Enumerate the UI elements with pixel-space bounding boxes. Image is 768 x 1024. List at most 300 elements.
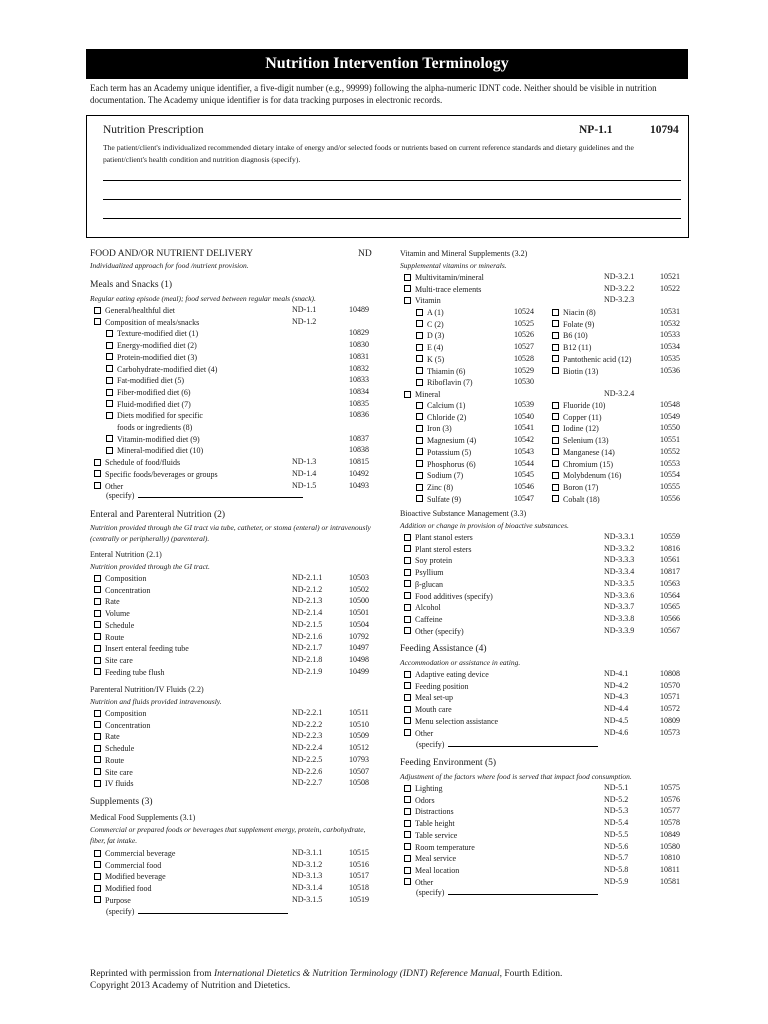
- list-item[interactable]: [416, 412, 466, 423]
- checkbox[interactable]: [416, 495, 423, 502]
- checkbox[interactable]: [416, 320, 423, 327]
- checkbox[interactable]: [404, 274, 411, 281]
- checkbox[interactable]: [416, 425, 423, 432]
- list-item[interactable]: [552, 494, 600, 505]
- list-item[interactable]: [94, 767, 133, 778]
- checkbox[interactable]: [94, 668, 101, 675]
- list-item[interactable]: [94, 585, 150, 596]
- item-id: 10522: [660, 283, 680, 293]
- checkbox[interactable]: [404, 285, 411, 292]
- list-item[interactable]: [94, 708, 146, 719]
- checkbox[interactable]: [404, 843, 411, 850]
- item-id: 10509: [349, 731, 369, 741]
- list-item[interactable]: [404, 284, 481, 295]
- checkbox[interactable]: [94, 885, 101, 892]
- checkbox[interactable]: [404, 616, 411, 623]
- checkbox[interactable]: [106, 377, 113, 384]
- checkbox[interactable]: [552, 355, 559, 362]
- checkbox[interactable]: [404, 831, 411, 838]
- checkbox[interactable]: [94, 756, 101, 763]
- list-item[interactable]: [404, 555, 452, 566]
- list-item[interactable]: [552, 482, 598, 493]
- checkbox[interactable]: [94, 470, 101, 477]
- checkbox[interactable]: [94, 307, 101, 314]
- list-item[interactable]: [404, 877, 433, 888]
- list-item[interactable]: [416, 435, 476, 446]
- checkbox[interactable]: [94, 733, 101, 740]
- checkbox[interactable]: [106, 330, 113, 337]
- list-item[interactable]: [94, 655, 133, 666]
- list-item[interactable]: [106, 410, 203, 421]
- subsection-description: Regular eating episode (meal); food served between regular meals (snack).: [90, 294, 316, 303]
- item-label: foods or ingredients (8): [117, 423, 193, 432]
- section-title: FOOD AND/OR NUTRIENT DELIVERY: [90, 249, 254, 259]
- list-item[interactable]: [94, 643, 189, 654]
- list-item[interactable]: [94, 317, 199, 328]
- list-item[interactable]: [404, 783, 443, 794]
- checkbox[interactable]: [404, 878, 411, 885]
- checkbox[interactable]: [416, 367, 423, 374]
- list-item[interactable]: [416, 447, 471, 458]
- checkbox[interactable]: [404, 796, 411, 803]
- item-code: ND-3.3.4: [604, 567, 635, 577]
- list-item[interactable]: [94, 731, 120, 742]
- specify-line[interactable]: [416, 739, 598, 750]
- footer-text: , Fourth Edition.: [499, 969, 563, 979]
- item-code: ND-4.3: [604, 692, 629, 702]
- specify-line[interactable]: [106, 490, 303, 501]
- list-item[interactable]: [404, 853, 456, 864]
- list-item[interactable]: [94, 457, 180, 468]
- list-item[interactable]: [552, 447, 615, 458]
- list-item[interactable]: [404, 716, 498, 727]
- list-item[interactable]: [552, 423, 599, 434]
- checkbox[interactable]: [404, 592, 411, 599]
- subsection-description: Adjustment of the factors where food is served that impact food consumption.: [400, 772, 632, 781]
- item-label: D (3): [427, 331, 445, 341]
- item-label: Lighting: [415, 784, 443, 793]
- checkbox[interactable]: [94, 780, 101, 787]
- list-item[interactable]: [552, 412, 602, 423]
- item-label: Schedule: [105, 744, 135, 754]
- checkbox[interactable]: [552, 460, 559, 467]
- item-id: 10521: [660, 272, 680, 281]
- item-id: 10524: [514, 307, 534, 316]
- item-code: ND-3.1.4: [292, 883, 323, 893]
- list-item[interactable]: [416, 366, 465, 377]
- item-label: Adaptive eating device: [415, 670, 489, 679]
- checkbox[interactable]: [106, 353, 113, 360]
- checkbox[interactable]: [94, 861, 101, 868]
- item-id: 10566: [660, 613, 680, 623]
- item-label: Psyllium: [415, 568, 444, 578]
- list-item[interactable]: [404, 295, 441, 306]
- subsection-title: Feeding Assistance (4): [400, 644, 487, 654]
- item-id: 10581: [660, 876, 680, 886]
- item-label: Energy-modified diet (2): [117, 341, 197, 351]
- list-item[interactable]: [106, 445, 203, 456]
- item-label: Route: [105, 755, 125, 765]
- list-item[interactable]: [94, 667, 165, 678]
- checkbox[interactable]: [404, 682, 411, 689]
- checkbox[interactable]: [552, 320, 559, 327]
- list-item[interactable]: [94, 860, 161, 871]
- item-label: Mineral: [415, 390, 441, 399]
- item-label: Magnesium (4): [427, 436, 477, 446]
- checkbox[interactable]: [404, 785, 411, 792]
- list-item[interactable]: [404, 681, 469, 692]
- list-item[interactable]: [94, 596, 120, 607]
- list-item[interactable]: [552, 319, 594, 330]
- item-id: 10552: [660, 446, 680, 456]
- item-code: ND-3.1.1: [292, 848, 323, 857]
- list-item[interactable]: [404, 865, 459, 876]
- subsection-description: Commercial or prepared foods or beverages that supplement energy, protein, carbohydrate, fiber, fat intake.: [90, 825, 366, 845]
- list-item[interactable]: [106, 375, 184, 386]
- list-item[interactable]: [404, 692, 453, 703]
- list-item[interactable]: [552, 307, 596, 318]
- item-id: 10504: [349, 619, 369, 629]
- item-id: 10507: [349, 766, 369, 776]
- item-code: ND-2.1.9: [292, 666, 323, 676]
- item-id: 10511: [349, 708, 369, 717]
- checkbox[interactable]: [416, 484, 423, 491]
- item-label: Odors: [415, 795, 435, 805]
- checkbox[interactable]: [416, 344, 423, 351]
- item-id: 10556: [660, 493, 680, 503]
- item-label: Riboflavin (7): [427, 378, 473, 388]
- list-item[interactable]: [106, 399, 191, 410]
- list-item[interactable]: [416, 400, 465, 411]
- item-id: 10570: [660, 680, 680, 690]
- checkbox[interactable]: [404, 855, 411, 862]
- item-label: Iodine (12): [563, 424, 599, 434]
- item-code: ND-2.2.5: [292, 754, 323, 764]
- item-code: ND-1.1: [292, 305, 317, 314]
- item-id: 10580: [660, 841, 680, 851]
- item-id: 10559: [660, 532, 680, 541]
- list-item[interactable]: [106, 340, 197, 351]
- item-id: 10576: [660, 794, 680, 804]
- item-id: 10831: [349, 351, 369, 361]
- item-label: Folate (9): [563, 319, 595, 329]
- checkbox[interactable]: [94, 645, 101, 652]
- item-id: 10512: [349, 743, 369, 753]
- list-item[interactable]: [94, 608, 130, 619]
- checkbox[interactable]: [404, 569, 411, 576]
- checkbox[interactable]: [404, 729, 411, 736]
- checkbox[interactable]: [552, 472, 559, 479]
- item-id: 10508: [349, 778, 369, 788]
- checkbox[interactable]: [94, 873, 101, 880]
- checkbox[interactable]: [404, 545, 411, 552]
- list-item[interactable]: [404, 818, 455, 829]
- prescription-title: Nutrition Prescription: [103, 124, 204, 136]
- list-item[interactable]: [404, 669, 489, 680]
- checkbox[interactable]: [106, 447, 113, 454]
- checkbox[interactable]: [552, 484, 559, 491]
- list-item[interactable]: [404, 389, 440, 400]
- item-label: Potassium (5): [427, 447, 472, 457]
- item-code: ND-5.5: [604, 829, 629, 839]
- list-item[interactable]: [106, 387, 191, 398]
- checkbox[interactable]: [404, 604, 411, 611]
- checkbox[interactable]: [94, 633, 101, 640]
- item-label: Selenium (13): [563, 436, 609, 446]
- item-id: 10493: [349, 480, 369, 490]
- item-id: 10554: [660, 470, 680, 480]
- item-code: ND-5.1: [604, 783, 629, 792]
- item-label: Other (specify): [415, 626, 464, 636]
- checkbox[interactable]: [404, 557, 411, 564]
- list-item[interactable]: [404, 830, 457, 841]
- item-label: IV fluids: [105, 779, 134, 789]
- item-code: ND-3.1.2: [292, 859, 323, 869]
- checkbox[interactable]: [404, 706, 411, 713]
- item-label: Carbohydrate-modified diet (4): [117, 364, 218, 374]
- list-item[interactable]: [416, 470, 463, 481]
- list-item[interactable]: [552, 354, 631, 365]
- list-item[interactable]: [94, 883, 151, 894]
- item-id: 10817: [660, 567, 680, 577]
- list-item[interactable]: [552, 459, 613, 470]
- list-item[interactable]: [94, 895, 131, 906]
- item-code: ND-3.3.6: [604, 590, 635, 600]
- list-item[interactable]: [416, 459, 476, 470]
- list-item[interactable]: [94, 469, 218, 480]
- checkbox[interactable]: [416, 413, 423, 420]
- checkbox[interactable]: [94, 721, 101, 728]
- checkbox[interactable]: [416, 460, 423, 467]
- list-item[interactable]: [404, 842, 475, 853]
- list-item[interactable]: [416, 330, 444, 341]
- list-item[interactable]: [106, 364, 217, 375]
- item-id: 10500: [349, 596, 369, 606]
- item-id: 10549: [660, 411, 680, 421]
- item-id: 10529: [514, 365, 534, 375]
- item-label: Cobalt (18): [563, 494, 600, 504]
- item-code: ND-4.5: [604, 715, 629, 725]
- checkbox[interactable]: [106, 389, 113, 396]
- list-item[interactable]: [94, 573, 146, 584]
- list-item[interactable]: [416, 342, 443, 353]
- list-item[interactable]: [94, 871, 166, 882]
- list-item[interactable]: [404, 544, 471, 555]
- item-id: 10551: [660, 435, 680, 445]
- checkbox[interactable]: [552, 367, 559, 374]
- list-item[interactable]: [404, 614, 442, 625]
- item-code: ND-3.3.8: [604, 613, 635, 623]
- checkbox[interactable]: [106, 412, 113, 419]
- list-item[interactable]: [416, 319, 444, 330]
- item-id: 10545: [514, 470, 534, 480]
- list-item[interactable]: [416, 354, 444, 365]
- item-label: Vitamin-modified diet (9): [117, 434, 200, 444]
- list-item[interactable]: [94, 620, 134, 631]
- item-label: Rate: [105, 732, 120, 742]
- item-id: 10489: [349, 305, 369, 314]
- list-item[interactable]: [404, 602, 441, 613]
- item-id: 10510: [349, 719, 369, 729]
- checkbox[interactable]: [404, 297, 411, 304]
- checkbox[interactable]: [106, 400, 113, 407]
- item-label: Feeding position: [415, 681, 469, 691]
- checkbox[interactable]: [94, 610, 101, 617]
- checkbox[interactable]: [404, 820, 411, 827]
- list-item[interactable]: [94, 848, 175, 859]
- checkbox[interactable]: [94, 482, 101, 489]
- list-item[interactable]: [94, 743, 134, 754]
- list-item[interactable]: [404, 806, 454, 817]
- checkbox[interactable]: [404, 808, 411, 815]
- list-item[interactable]: [416, 482, 453, 493]
- footer-line-2: Copyright 2013 Academy of Nutrition and Dietetics.: [90, 981, 291, 991]
- list-item[interactable]: [552, 435, 609, 446]
- item-id: 10515: [349, 848, 369, 857]
- item-id: 10553: [660, 458, 680, 468]
- list-item[interactable]: [404, 272, 484, 283]
- checkbox[interactable]: [94, 850, 101, 857]
- checkbox[interactable]: [94, 318, 101, 325]
- item-label: Plant stanol esters: [415, 533, 473, 542]
- list-item[interactable]: [106, 434, 200, 445]
- item-label: Texture-modified diet (1): [117, 329, 199, 339]
- checkbox[interactable]: [416, 437, 423, 444]
- checkbox[interactable]: [106, 342, 113, 349]
- item-id: 10536: [660, 365, 680, 375]
- item-id: 10534: [660, 342, 680, 352]
- list-item[interactable]: [94, 632, 124, 643]
- list-item[interactable]: [404, 795, 435, 806]
- checkbox[interactable]: [94, 459, 101, 466]
- item-label: Route: [105, 632, 125, 642]
- list-item[interactable]: [404, 728, 433, 739]
- checkbox[interactable]: [552, 309, 559, 316]
- checkbox[interactable]: [552, 448, 559, 455]
- item-code: ND-3.3.3: [604, 555, 635, 565]
- checkbox[interactable]: [404, 627, 411, 634]
- item-id: 10516: [349, 859, 369, 869]
- checkbox[interactable]: [94, 586, 101, 593]
- checkbox[interactable]: [94, 621, 101, 628]
- checkbox[interactable]: [552, 402, 559, 409]
- list-item[interactable]: [106, 328, 198, 339]
- checkbox[interactable]: [94, 745, 101, 752]
- item-id: 10575: [660, 783, 680, 792]
- checkbox[interactable]: [416, 472, 423, 479]
- list-item[interactable]: [404, 591, 493, 602]
- checkbox[interactable]: [404, 580, 411, 587]
- item-label: Fluid-modified diet (7): [117, 399, 191, 409]
- checkbox[interactable]: [404, 391, 411, 398]
- checkbox[interactable]: [416, 379, 423, 386]
- item-label: Schedule: [105, 620, 135, 630]
- item-code: ND-2.2.3: [292, 731, 323, 741]
- list-item[interactable]: [404, 626, 464, 637]
- checkbox[interactable]: [94, 710, 101, 717]
- item-id: 10532: [660, 318, 680, 328]
- item-id: 10492: [349, 468, 369, 478]
- item-code: ND-2.1.4: [292, 608, 323, 618]
- list-item[interactable]: [552, 342, 591, 353]
- list-item[interactable]: [552, 470, 621, 481]
- checkbox[interactable]: [416, 448, 423, 455]
- list-item[interactable]: [416, 423, 452, 434]
- checkbox[interactable]: [404, 534, 411, 541]
- checkbox[interactable]: [94, 657, 101, 664]
- checkbox[interactable]: [404, 694, 411, 701]
- specify-line[interactable]: [416, 887, 598, 898]
- item-code: ND-2.2.4: [292, 743, 323, 753]
- specify-line[interactable]: [106, 906, 288, 917]
- list-item[interactable]: [404, 579, 443, 590]
- item-id: 10546: [514, 481, 534, 491]
- item-id: 10530: [514, 377, 534, 387]
- item-label: C (2): [427, 319, 444, 329]
- list-item[interactable]: [404, 704, 452, 715]
- list-item[interactable]: [404, 532, 473, 543]
- item-label: Boron (17): [563, 482, 599, 492]
- item-label: Meal location: [415, 865, 460, 875]
- checkbox[interactable]: [552, 437, 559, 444]
- checkbox[interactable]: [552, 344, 559, 351]
- list-item[interactable]: [94, 720, 150, 731]
- checkbox[interactable]: [94, 768, 101, 775]
- checkbox[interactable]: [416, 309, 423, 316]
- footer-reference-title: International Dietetics & Nutrition Terminology (IDNT) Reference Manual: [214, 969, 500, 979]
- item-label: Site care: [105, 767, 133, 777]
- specify-label: (specify): [106, 907, 135, 916]
- checkbox[interactable]: [94, 896, 101, 903]
- checkbox[interactable]: [404, 717, 411, 724]
- list-item[interactable]: [117, 422, 192, 433]
- list-item[interactable]: [416, 307, 444, 318]
- checkbox[interactable]: [94, 598, 101, 605]
- list-item[interactable]: [94, 305, 175, 316]
- list-item[interactable]: [416, 377, 473, 388]
- checkbox[interactable]: [416, 332, 423, 339]
- list-item[interactable]: [552, 366, 598, 377]
- item-label: Rate: [105, 597, 120, 607]
- item-id: 10808: [660, 669, 680, 678]
- checkbox[interactable]: [552, 332, 559, 339]
- checkbox[interactable]: [552, 425, 559, 432]
- item-code: ND-3.1.5: [292, 894, 323, 904]
- list-item[interactable]: [552, 330, 588, 341]
- checkbox[interactable]: [404, 867, 411, 874]
- subsection-title: Enteral Nutrition (2.1): [90, 550, 162, 559]
- item-label: Feeding tube flush: [105, 667, 165, 677]
- checkbox[interactable]: [94, 575, 101, 582]
- checkbox[interactable]: [416, 402, 423, 409]
- item-id: 10815: [349, 457, 369, 467]
- checkbox[interactable]: [552, 495, 559, 502]
- list-item[interactable]: [94, 755, 124, 766]
- checkbox[interactable]: [106, 435, 113, 442]
- list-item[interactable]: [416, 494, 461, 505]
- checkbox[interactable]: [106, 365, 113, 372]
- checkbox[interactable]: [416, 355, 423, 362]
- list-item[interactable]: [106, 352, 197, 363]
- checkbox[interactable]: [404, 671, 411, 678]
- item-id: 10541: [514, 423, 534, 433]
- item-label: Molybdenum (16): [563, 471, 622, 481]
- item-id: 10838: [349, 445, 369, 455]
- list-item[interactable]: [94, 778, 134, 789]
- list-item[interactable]: [552, 400, 605, 411]
- list-item[interactable]: [404, 567, 443, 578]
- checkbox[interactable]: [552, 413, 559, 420]
